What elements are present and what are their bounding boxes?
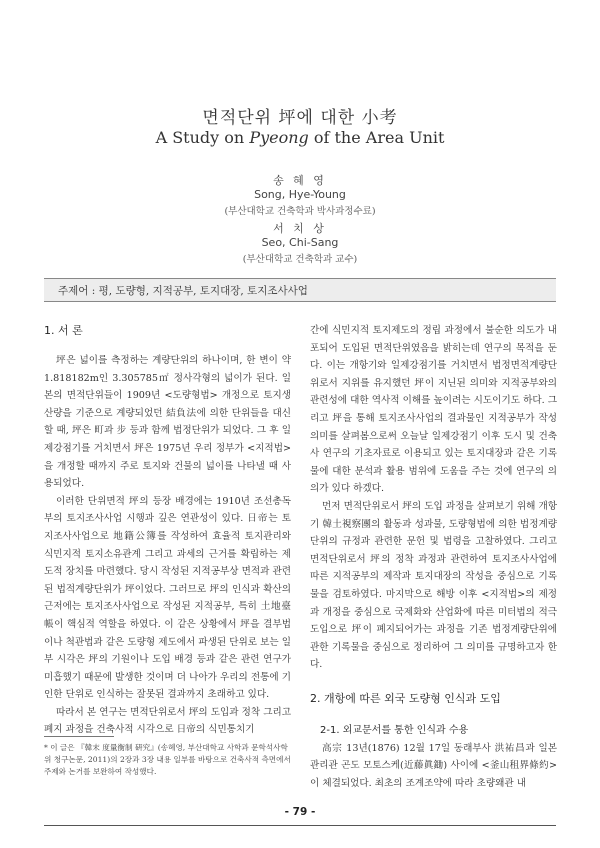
section-2-heading: 2. 개항에 따른 외국 도량형 인식과 도입 bbox=[310, 691, 501, 705]
subsection-2-1-heading: 2-1. 외교문서를 통한 인식과 수용 bbox=[320, 724, 469, 736]
intro-paragraph-2: 이러한 단위면적 坪의 등장 배경에는 1910년 조선총독부의 토지조사사업 시행과 깊은 연관성이 있다. 日帝는 토지조사사업으로 地籍公簿를 작성하여 효율적 토지관리와 식민지적 토지소유관계 그리고 과세의 근거를 확립하는 제도적 장치를 마련했다. 당시 작성된 지적공부상 면적과 관련된 법적계량단위가 坪이었다. 그러므로 坪의 인식과 확산의 근저에는 토지조사사업으로 작성된 지적공부, 특히 土地臺帳이 핵심적 역할을 하였다. 이 같은 상황에서 坪을 결부법이나 척관법과 같은 도량형 제도에서 파생된 단위로 보는 일부 시각은 坪의 기원이나 도입 배경 등과 같은 관련 연구가 미흡했기 때문에 발생한 것이며 더 나아가 우리의 전통에 기인한 단위로 인식하는 잘못된 결과까지 초래하고 있다. bbox=[44, 495, 291, 701]
paper-title-english bbox=[0, 128, 600, 147]
paper-title-korean: 면적단위 坪에 대한 小考 bbox=[202, 108, 398, 128]
author-2-affiliation: (부산대학교 건축학과 교수) bbox=[242, 254, 358, 265]
right-column bbox=[310, 322, 557, 793]
author-1-name-english: Song, Hye-Young bbox=[254, 188, 346, 201]
section-1-heading: 1. 서 론 bbox=[44, 324, 83, 337]
title-en-prefix: A Study on bbox=[155, 128, 250, 147]
intro-paragraph-4: 먼저 면적단위로서 坪의 도입 과정을 살펴보기 위해 개항기 韓土視察團의 활동과 성과물, 도량형법에 의한 법정계량단위의 규정과 관련한 문헌 및 법령을 고찰하였다. 그리고 면적단위로서 坪의 정착 과정과 관련하여 토지조사사업에 따른 지적공부의 제작과 토지대장의 작성을 중심으로 기록물을 검토하였다. 마지막으로 해방 이후 <지적법>의 제정과 개정을 중심으로 국제화와 산업화에 따른 미터법의 적극 도입으로 坪이 폐지되어가는 과정을 기존 법정계량단위에 관한 기록물을 중심으로 정리하여 그 의미를 규명하고자 한다. bbox=[310, 500, 557, 671]
author-2-name-english: Seo, Chi-Sang bbox=[261, 236, 339, 249]
author-1-name-korean: 송 혜 영 bbox=[273, 174, 327, 187]
bottom-rule bbox=[44, 825, 556, 826]
title-en-emphasis: Pyeong bbox=[249, 128, 309, 147]
intro-paragraph-continued: 간에 식민지적 토지제도의 정립 과정에서 불순한 의도가 내포되어 도입된 면적단위였음을 밝히는데 연구의 목적을 둔다. 이는 개항기와 일제강점기를 거치면서 법정면적계량단위로서 지위를 유지했던 坪이 지닌된 의미와 지적공부와의 관련성에 대한 역사적 이해를 높이려는 시도이기도 하다. 그리고 坪을 통해 토지조사사업의 결과물인 지적공부가 작성 의미를 살펴봄으로써 오늘날 일제강점기 이후 도시 및 건축사 연구의 기초자료로 이용되고 있는 토지대장과 같은 기록물에 대한 분석과 활용 범위에 도움을 주는 것에 연구의 의의가 있다 하겠다. bbox=[310, 325, 557, 495]
author-2-name-korean: 서 치 상 bbox=[273, 222, 327, 235]
footnote: * 이 글은 『韓末 度量衡制 硏究』(송혜영, 부산대학교 사학과 문학석사학위 청구논문, 2011)의 2장과 3장 내용 일부를 바탕으로 건축사적 측면에서 주제와 논거를 보완하여 작성했다. bbox=[44, 743, 291, 776]
intro-paragraph-3: 따라서 본 연구는 면적단위로서 坪의 도입과 정착 그리고 폐지 과정을 건축사적 시각으로 日帝의 식민통치기 bbox=[44, 706, 291, 736]
intro-paragraph-1: 坪은 넓이를 측정하는 계량단위의 하나이며, 한 변이 약 1.818182m인 3.305785㎡ 정사각형의 넓이가 된다. 일본의 면적단위들이 1909년 <도량형법> 개정으로 토지생산량을 기준으로 계량되었던 結負法에 의한 단위들을 대신할 때, 坪은 町과 步 등과 함께 법정단위가 되었다. 그 후 일제강점기를 거치면서 坪은 1975년 우리 정부가 <지적법>을 개정할 때까지 주로 토지와 건물의 넓이를 나타낼 때 사용되었다. bbox=[44, 355, 291, 490]
footnote-divider bbox=[44, 736, 114, 737]
title-en-suffix: of the Area Unit bbox=[308, 128, 445, 147]
keywords-box: 주제어 : 평, 도량형, 지적공부, 토지대장, 토지조사사업 bbox=[44, 278, 556, 302]
left-column bbox=[44, 322, 291, 739]
page-number: - 79 - bbox=[284, 806, 316, 818]
author-1-affiliation: (부산대학교 건축학과 박사과정수료) bbox=[224, 206, 376, 217]
subsection-2-1-paragraph: 高宗 13년(1876) 12월 17일 동래부사 洪祐昌과 일본 관리관 곤도 모토스케(近藤眞鋤) 사이에 <釜山租界條約>이 체결되었다. 최초의 조계조약에 따라 초량왜관 내 bbox=[310, 742, 557, 790]
